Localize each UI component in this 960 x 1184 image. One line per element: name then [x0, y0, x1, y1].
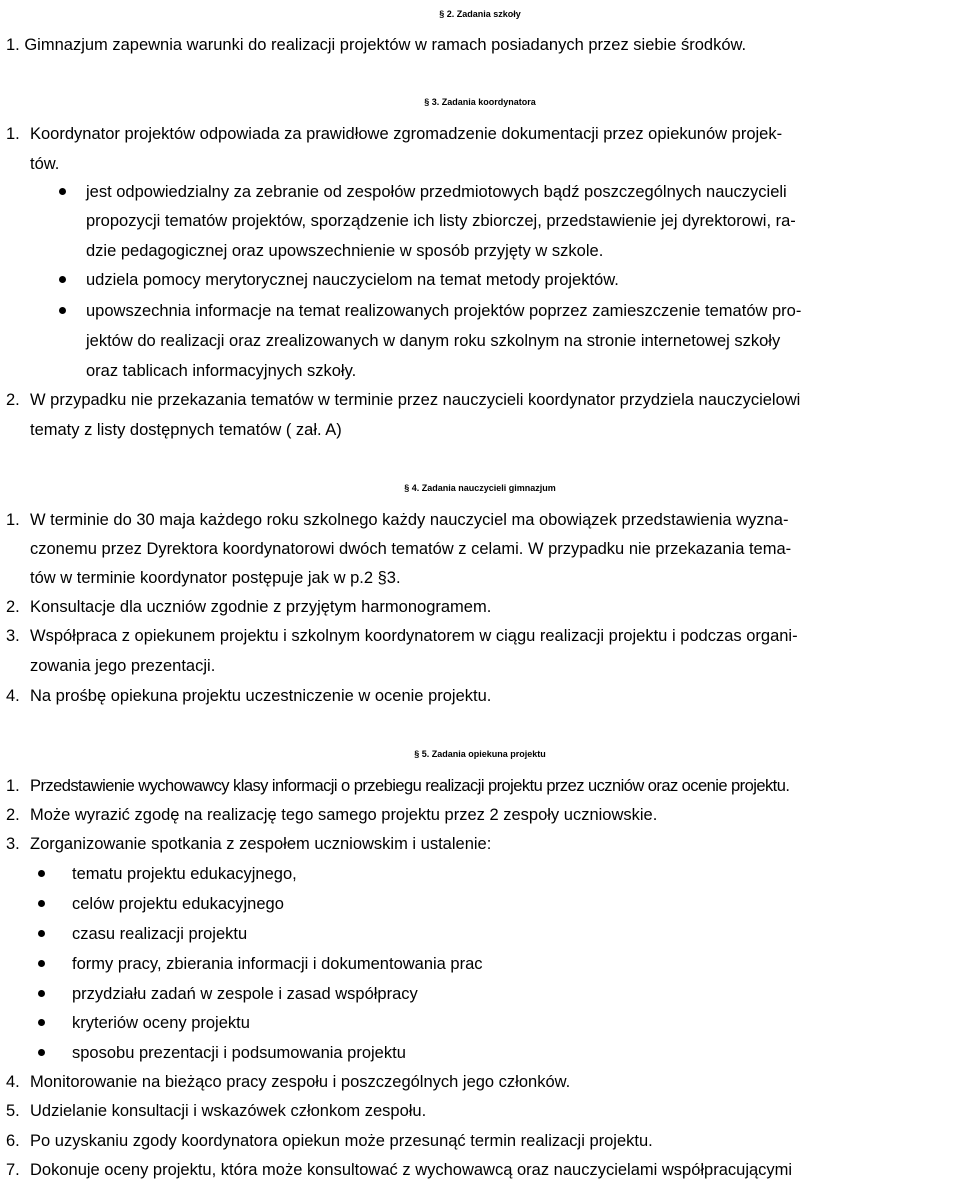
s5-item-3-line-1: Zorganizowanie spotkania z zespołem uczniowskim i ustalenie:	[30, 835, 492, 853]
s3-item-2-line-1: W przypadku nie przekazania tematów w terminie przez nauczycieli koordynator przydziela nauczycielowi	[30, 391, 801, 409]
s3-item-1-line-2: tów.	[30, 155, 60, 173]
bullet-icon	[38, 960, 45, 967]
bullet-icon	[38, 900, 45, 907]
bullet-icon	[38, 870, 45, 877]
s5-bullet-6: kryteriów oceny projektu	[72, 1014, 250, 1032]
bullet-icon	[38, 1049, 45, 1056]
s5-item-3-number: 3.	[6, 835, 20, 853]
s4-item-4-line-1: Na prośbę opiekuna projektu uczestniczenie w ocenie projektu.	[30, 687, 492, 705]
s3-bullet-1-line-3: dzie pedagogicznej oraz upowszechnienie w sposób przyjęty w szkole.	[86, 242, 604, 260]
s4-item-1-line-2: czonemu przez Dyrektora koordynatorowi dwóch tematów z celami. W przypadku nie przekazania tema-	[30, 540, 792, 558]
bullet-icon	[38, 1019, 45, 1026]
s5-item-5-number: 5.	[6, 1102, 20, 1120]
s4-item-1-line-3: tów w terminie koordynator postępuje jak w p.2 §3.	[30, 569, 401, 587]
s4-item-2-line-1: Konsultacje dla uczniów zgodnie z przyjętym harmonogramem.	[30, 598, 492, 616]
s5-item-1-line-1: Przedstawienie wychowawcy klasy informacji o przebiegu realizacji projektu przez uczniów oraz ocenie projektu.	[30, 777, 790, 795]
s5-item-6-number: 6.	[6, 1132, 20, 1150]
s5-bullet-2: celów projektu edukacyjnego	[72, 895, 284, 913]
bullet-icon	[38, 990, 45, 997]
s5-item-7-line-1: Dokonuje oceny projektu, która może konsultować z wychowawcą oraz nauczycielami współpracującymi	[30, 1161, 793, 1179]
s4-item-4-number: 4.	[6, 687, 20, 705]
s5-item-4-line-1: Monitorowanie na bieżąco pracy zespołu i poszczególnych jego członków.	[30, 1073, 571, 1091]
section-2-heading: § 2. Zadania szkoły	[439, 9, 521, 19]
s5-item-4-number: 4.	[6, 1073, 20, 1091]
s4-item-3-line-1: Współpraca z opiekunem projektu i szkolnym koordynatorem w ciągu realizacji projektu i podczas organi-	[30, 627, 798, 645]
section-3-heading: § 3. Zadania koordynatora	[424, 97, 536, 107]
section-5-heading: § 5. Zadania opiekuna projektu	[414, 749, 546, 759]
section-4-heading: § 4. Zadania nauczycieli gimnazjum	[404, 483, 556, 493]
s3-bullet-3-line-1: upowszechnia informacje na temat realizowanych projektów poprzez zamieszczenie tematów pro-	[86, 302, 802, 320]
s5-item-2-line-1: Może wyrazić zgodę na realizację tego samego projektu przez 2 zespoły uczniowskie.	[30, 806, 658, 824]
s5-item-7-number: 7.	[6, 1161, 20, 1179]
section-2-line-1: 1. Gimnazjum zapewnia warunki do realizacji projektów w ramach posiadanych przez siebie środków.	[6, 36, 747, 54]
s4-item-2-number: 2.	[6, 598, 20, 616]
bullet-icon	[38, 930, 45, 937]
s3-bullet-3-line-2: jektów do realizacji oraz zrealizowanych w danym roku szkolnym na stronie internetowej szkoły	[86, 332, 781, 350]
s3-bullet-2-line-1: udziela pomocy merytorycznej nauczycielom na temat metody projektów.	[86, 271, 619, 289]
s5-item-5-line-1: Udzielanie konsultacji i wskazówek członkom zespołu.	[30, 1102, 427, 1120]
s5-bullet-3: czasu realizacji projektu	[72, 925, 248, 943]
s3-bullet-1-line-2: propozycji tematów projektów, sporządzenie ich listy zbiorczej, przedstawienie jej dyrektorowi, ra-	[86, 212, 796, 230]
s4-item-1-line-1: W terminie do 30 maja każdego roku szkolnego każdy nauczyciel ma obowiązek przedstawienia wyzna-	[30, 511, 789, 529]
s3-bullet-3-line-3: oraz tablicach informacyjnych szkoły.	[86, 362, 357, 380]
s3-bullet-1-line-1: jest odpowiedzialny za zebranie od zespołów przedmiotowych bądź poszczególnych nauczycieli	[86, 183, 787, 201]
s5-item-2-number: 2.	[6, 806, 20, 824]
s4-item-3-line-2: zowania jego prezentacji.	[30, 657, 216, 675]
s5-bullet-5: przydziału zadań w zespole i zasad współpracy	[72, 985, 418, 1003]
s5-item-1-number: 1.	[6, 777, 20, 795]
bullet-icon	[59, 276, 66, 283]
s5-bullet-1: tematu projektu edukacyjnego,	[72, 865, 297, 883]
s3-item-1-line-1: Koordynator projektów odpowiada za prawidłowe zgromadzenie dokumentacji przez opiekunów projek-	[30, 125, 783, 143]
s5-item-6-line-1: Po uzyskaniu zgody koordynatora opiekun może przesunąć termin realizacji projektu.	[30, 1132, 653, 1150]
bullet-icon	[59, 307, 66, 314]
s4-item-3-number: 3.	[6, 627, 20, 645]
s3-item-1-number: 1.	[6, 125, 20, 143]
s5-bullet-7: sposobu prezentacji i podsumowania projektu	[72, 1044, 406, 1062]
bullet-icon	[59, 188, 66, 195]
s3-item-2-line-2: tematy z listy dostępnych tematów ( zał. A)	[30, 421, 342, 439]
s3-item-2-number: 2.	[6, 391, 20, 409]
s4-item-1-number: 1.	[6, 511, 20, 529]
s5-bullet-4: formy pracy, zbierania informacji i dokumentowania prac	[72, 955, 483, 973]
